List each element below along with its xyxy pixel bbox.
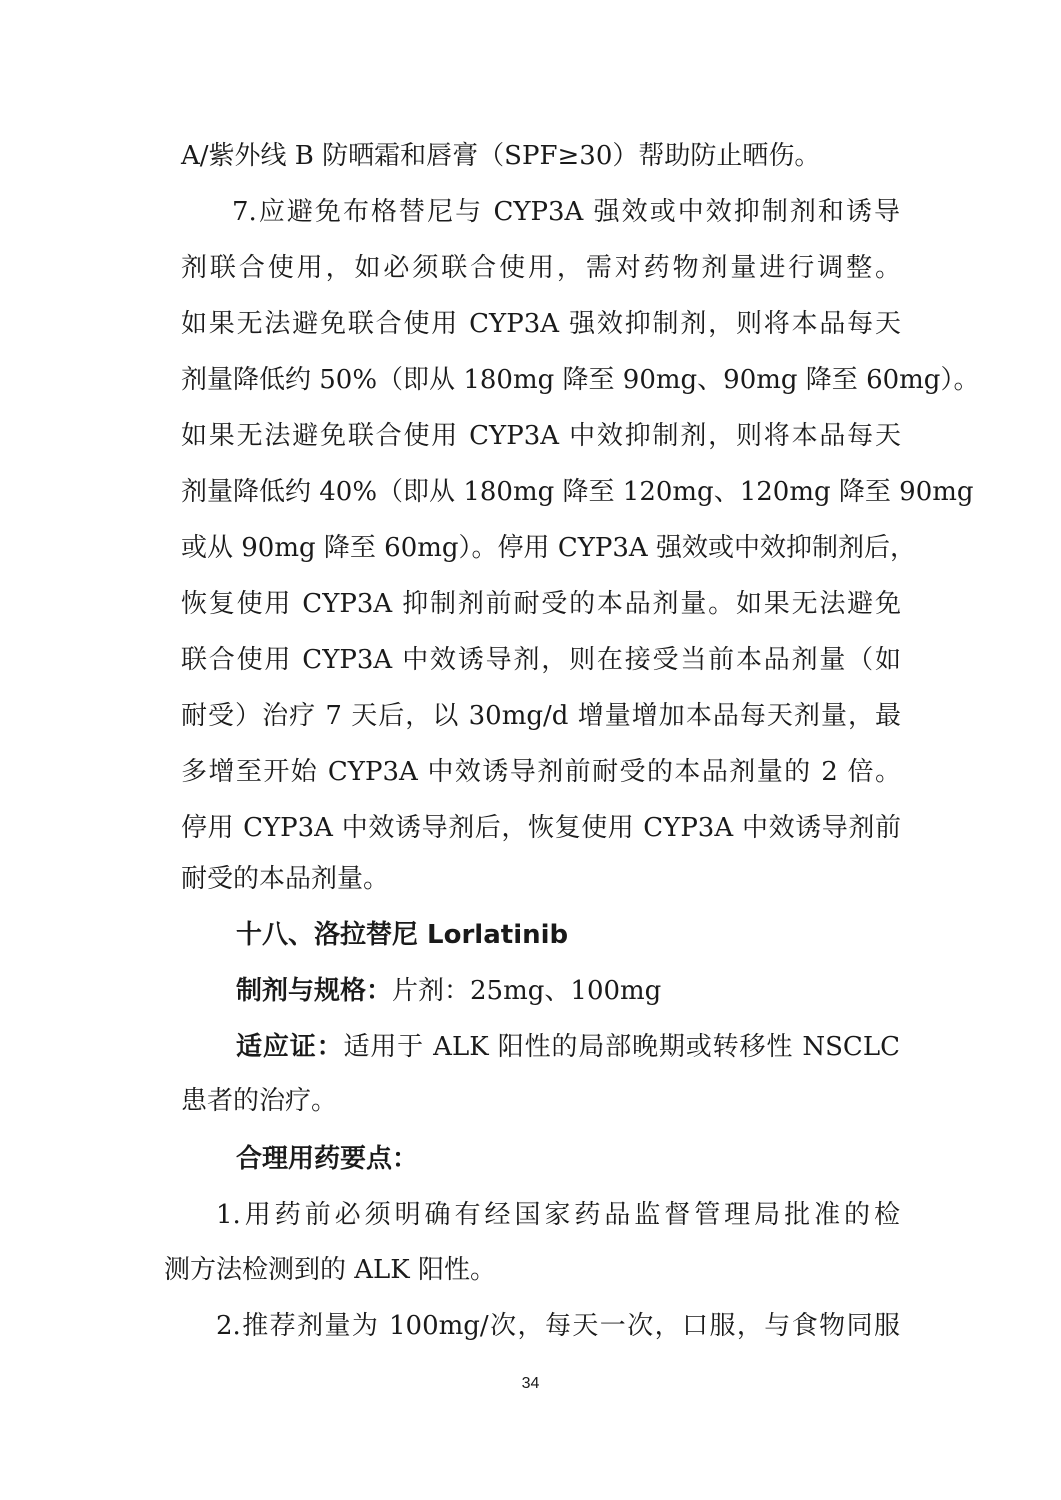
text-line: 耐受）治疗 7 天后，以 30mg/d 增量增加本品每天剂量，最 <box>181 701 901 731</box>
text-line: 剂量降低约 50%（即从 180mg 降至 90mg、90mg 降至 60mg）。 <box>181 365 980 395</box>
text-line: A/紫外线 B 防晒霜和唇膏（SPF≥30）帮助防止晒伤。 <box>181 141 821 171</box>
text-line: 1.用药前必须明确有经国家药品监督管理局批准的检 <box>216 1200 900 1230</box>
text-line: 多增至开始 CYP3A 中效诱导剂前耐受的本品剂量的 2 倍。 <box>181 757 901 787</box>
text-line: 剂联合使用，如必须联合使用，需对药物剂量进行调整。 <box>181 253 901 283</box>
indication-value: 适用于 ALK 阳性的局部晚期或转移性 NSCLC <box>343 1032 900 1062</box>
text-line: 剂量降低约 40%（即从 180mg 降至 120mg、120mg 降至 90mg <box>181 477 974 507</box>
text-line: 联合使用 CYP3A 中效诱导剂，则在接受当前本品剂量（如 <box>181 645 901 675</box>
text-line: 如果无法避免联合使用 CYP3A 中效抑制剂，则将本品每天 <box>181 421 901 451</box>
text-line: 耐受的本品剂量。 <box>181 864 390 894</box>
text-line: 2.推荐剂量为 100mg/次，每天一次，口服，与食物同服 <box>216 1311 900 1341</box>
formulation-value: 片剂：25mg、100mg <box>392 976 662 1006</box>
text-line: 如果无法避免联合使用 CYP3A 强效抑制剂，则将本品每天 <box>181 309 901 339</box>
text-line: 恢复使用 CYP3A 抑制剂前耐受的本品剂量。如果无法避免 <box>181 589 901 619</box>
text-line: 或从 90mg 降至 60mg）。停用 CYP3A 强效或中效抑制剂后， <box>181 533 916 563</box>
text-line: 测方法检测到的 ALK 阳性。 <box>164 1255 496 1285</box>
formulation-label: 制剂与规格： <box>236 976 393 1006</box>
indication-label: 适应证： <box>236 1032 344 1062</box>
indication-line <box>236 1025 900 1069</box>
page-number: 34 <box>521 1375 540 1392</box>
text-line: 7.应避免布格替尼与 CYP3A 强效或中效抑制剂和诱导 <box>232 197 900 227</box>
text-line: 患者的治疗。 <box>181 1086 338 1116</box>
formulation-line <box>236 969 836 1013</box>
rational-use-heading: 合理用药要点： <box>236 1144 419 1174</box>
text-line: 停用 CYP3A 中效诱导剂后，恢复使用 CYP3A 中效诱导剂前 <box>181 813 901 843</box>
section-heading: 十八、洛拉替尼 Lorlatinib <box>236 920 569 950</box>
